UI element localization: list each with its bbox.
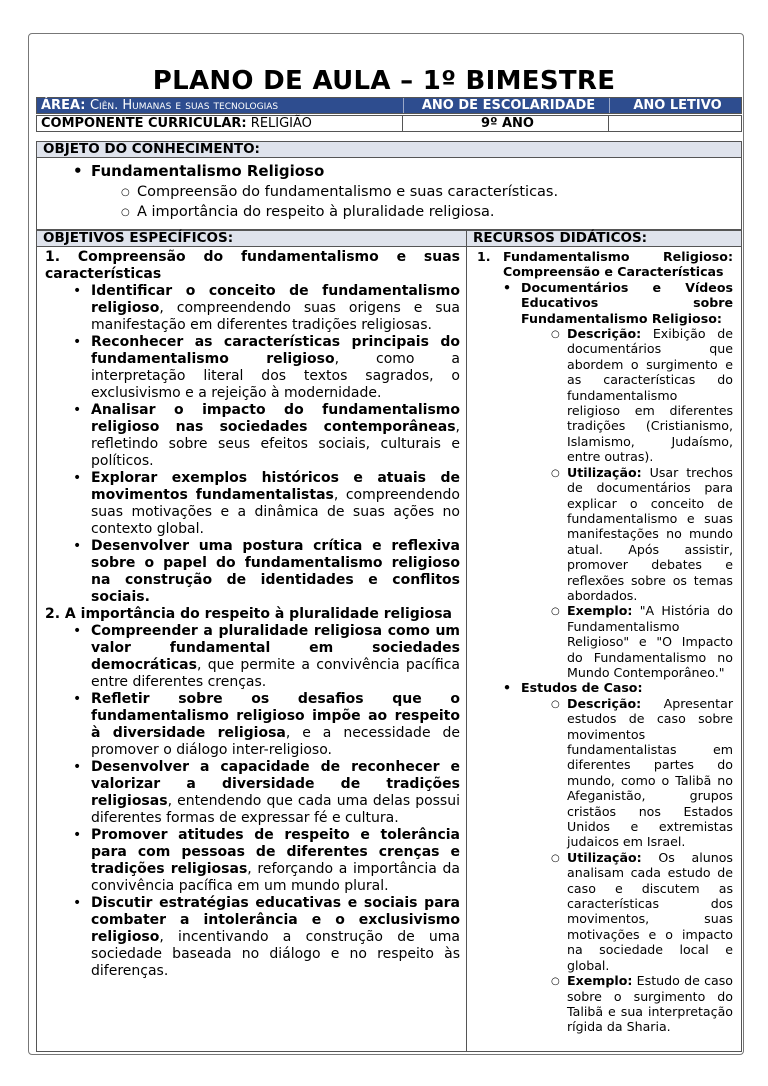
recursos-item-1: [475, 249, 733, 280]
objetivo-item: • Desenvolver a capacidade de reconhecer e valorizar a diversidade de tradições religiosas, entendendo que cada uma delas possui diferentes formas de expressar fé e cultura.: [91, 759, 460, 827]
area-value: Ciên. Humanas e suas tecnologias: [89, 98, 279, 113]
ano-letivo-value: [609, 116, 741, 131]
recurso-sub-item: ○ Exemplo: "A História do Fundamentalismo Religioso" e "O Impacto do Fundamentalismo no Mundo Contemporâneo.": [567, 603, 733, 680]
ano-escolaridade-label: ANO DE ESCOLARIDADE: [403, 98, 609, 113]
objeto-content: [91, 162, 558, 222]
recursos-group-title: • Documentários e Vídeos Educativos sobre Fundamentalismo Religioso:: [521, 280, 733, 326]
ano-escolaridade-value: 9º ANO: [403, 116, 609, 131]
objeto-sub-2: ○ A importância do respeito à pluralidade religiosa.: [137, 202, 558, 222]
objetivos-heading: OBJETIVOS ESPECÍFICOS:: [37, 231, 466, 247]
header-row-2: [36, 115, 742, 132]
header-row-1: [36, 97, 742, 114]
recursos-group-subs: [567, 326, 733, 680]
recursos-item-1-title: Fundamentalismo Religioso: Compreensão e Características: [503, 249, 733, 280]
objetivos-list-1: [91, 283, 460, 606]
objetivo-item: • Promover atitudes de respeito e tolerância para com pessoas de diferentes crenças e tradições religiosas, reforçando a importância da convivência pacífica em um mundo plural.: [91, 827, 460, 895]
objetivos-section: [36, 230, 466, 1052]
objetivos-section2-title: 2. A importância do respeito à pluralidade religiosa: [45, 606, 452, 622]
recurso-sub-item: ○ Utilização: Os alunos analisam cada estudo de caso e discutem as características dos movimentos, suas motivações e o impacto na sociedade local e global.: [567, 850, 733, 973]
recursos-section: [466, 230, 742, 1052]
objetivos-section1-title: 1. Compreensão do fundamentalismo e suas características: [45, 249, 460, 282]
objetivo-item: • Identificar o conceito de fundamentalismo religioso, compreendendo suas origens e sua manifestação em diferentes tradições religiosas.: [91, 283, 460, 334]
recursos-groups: [521, 280, 733, 1035]
recursos-content: [467, 247, 741, 1035]
objeto-heading: OBJETO DO CONHECIMENTO:: [37, 142, 741, 158]
objetivos-list-2: [91, 623, 460, 980]
ano-letivo-label: ANO LETIVO: [609, 98, 741, 113]
recurso-sub-item: ○ Exemplo: Estudo de caso sobre o surgimento do Talibã e sua interpretação rígida da Sharia.: [567, 973, 733, 1035]
objetivo-item: • Compreender a pluralidade religiosa como um valor fundamental em sociedades democráticas, que permite a convivência pacífica entre diferentes crenças.: [91, 623, 460, 691]
area-cell: [37, 98, 403, 113]
objetivo-item: • Desenvolver uma postura crítica e reflexiva sobre o papel do fundamentalismo religioso na construção de identidades e conflitos sociais.: [91, 538, 460, 606]
recurso-sub-item: ○ Utilização: Usar trechos de documentários para explicar o conceito de fundamentalismo e suas manifestações no mundo atual. Após assistir, promover debates e reflexões sobre os temas abordados.: [567, 465, 733, 604]
objetivo-item: • Explorar exemplos históricos e atuais de movimentos fundamentalistas, compreendendo suas motivações e a dinâmica de suas ações no contexto global.: [91, 470, 460, 538]
recursos-group-subs: [567, 696, 733, 1035]
objetivo-item: • Reconhecer as características principais do fundamentalismo religioso, como a interpretação literal dos textos sagrados, o exclusivismo e a rejeição à modernidade.: [91, 334, 460, 402]
recurso-sub-item: ○ Descrição: Apresentar estudos de caso sobre movimentos fundamentalistas em diferentes partes do mundo, como o Talibã no Afeganistão, grupos cristãos nos Estados Unidos e extremistas judaicos em Israel.: [567, 696, 733, 850]
recursos-group-title: • Estudos de Caso:: [521, 680, 733, 695]
componente-label: COMPONENTE CURRICULAR:: [41, 116, 247, 131]
recursos-heading: RECURSOS DIDÁTICOS:: [467, 231, 741, 247]
componente-cell: [37, 116, 403, 131]
objeto-subs: [137, 182, 558, 222]
objeto-section: [36, 141, 742, 230]
objetivo-item: • Analisar o impacto do fundamentalismo religioso nas sociedades contemporâneas, refletindo sobre seus efeitos sociais, culturais e políticos.: [91, 402, 460, 470]
objeto-sub-1: ○ Compreensão do fundamentalismo e suas características.: [137, 182, 558, 202]
objetivos-content: [37, 247, 466, 980]
componente-value: RELIGIÃO: [250, 116, 312, 131]
recurso-sub-item: ○ Descrição: Exibição de documentários que abordem o surgimento e as características do fundamentalismo religioso em diferentes tradições (Cristianismo, Islamismo, Judaísmo, entre outras).: [567, 326, 733, 465]
objetivo-item: • Refletir sobre os desafios que o fundamentalismo religioso impõe ao respeito à diversidade religiosa, e a necessidade de promover o diálogo inter-religioso.: [91, 691, 460, 759]
objeto-topic: • Fundamentalismo Religioso: [91, 162, 558, 181]
objetivo-item: • Discutir estratégias educativas e sociais para combater a intolerância e o exclusivismo religioso, incentivando a construção de uma sociedade baseada no diálogo e no respeito às diferenças.: [91, 895, 460, 980]
area-label: ÁREA:: [41, 98, 86, 113]
page-title: PLANO DE AULA – 1º BIMESTRE: [152, 66, 616, 96]
recursos-item-1-number: 1.: [477, 249, 491, 264]
